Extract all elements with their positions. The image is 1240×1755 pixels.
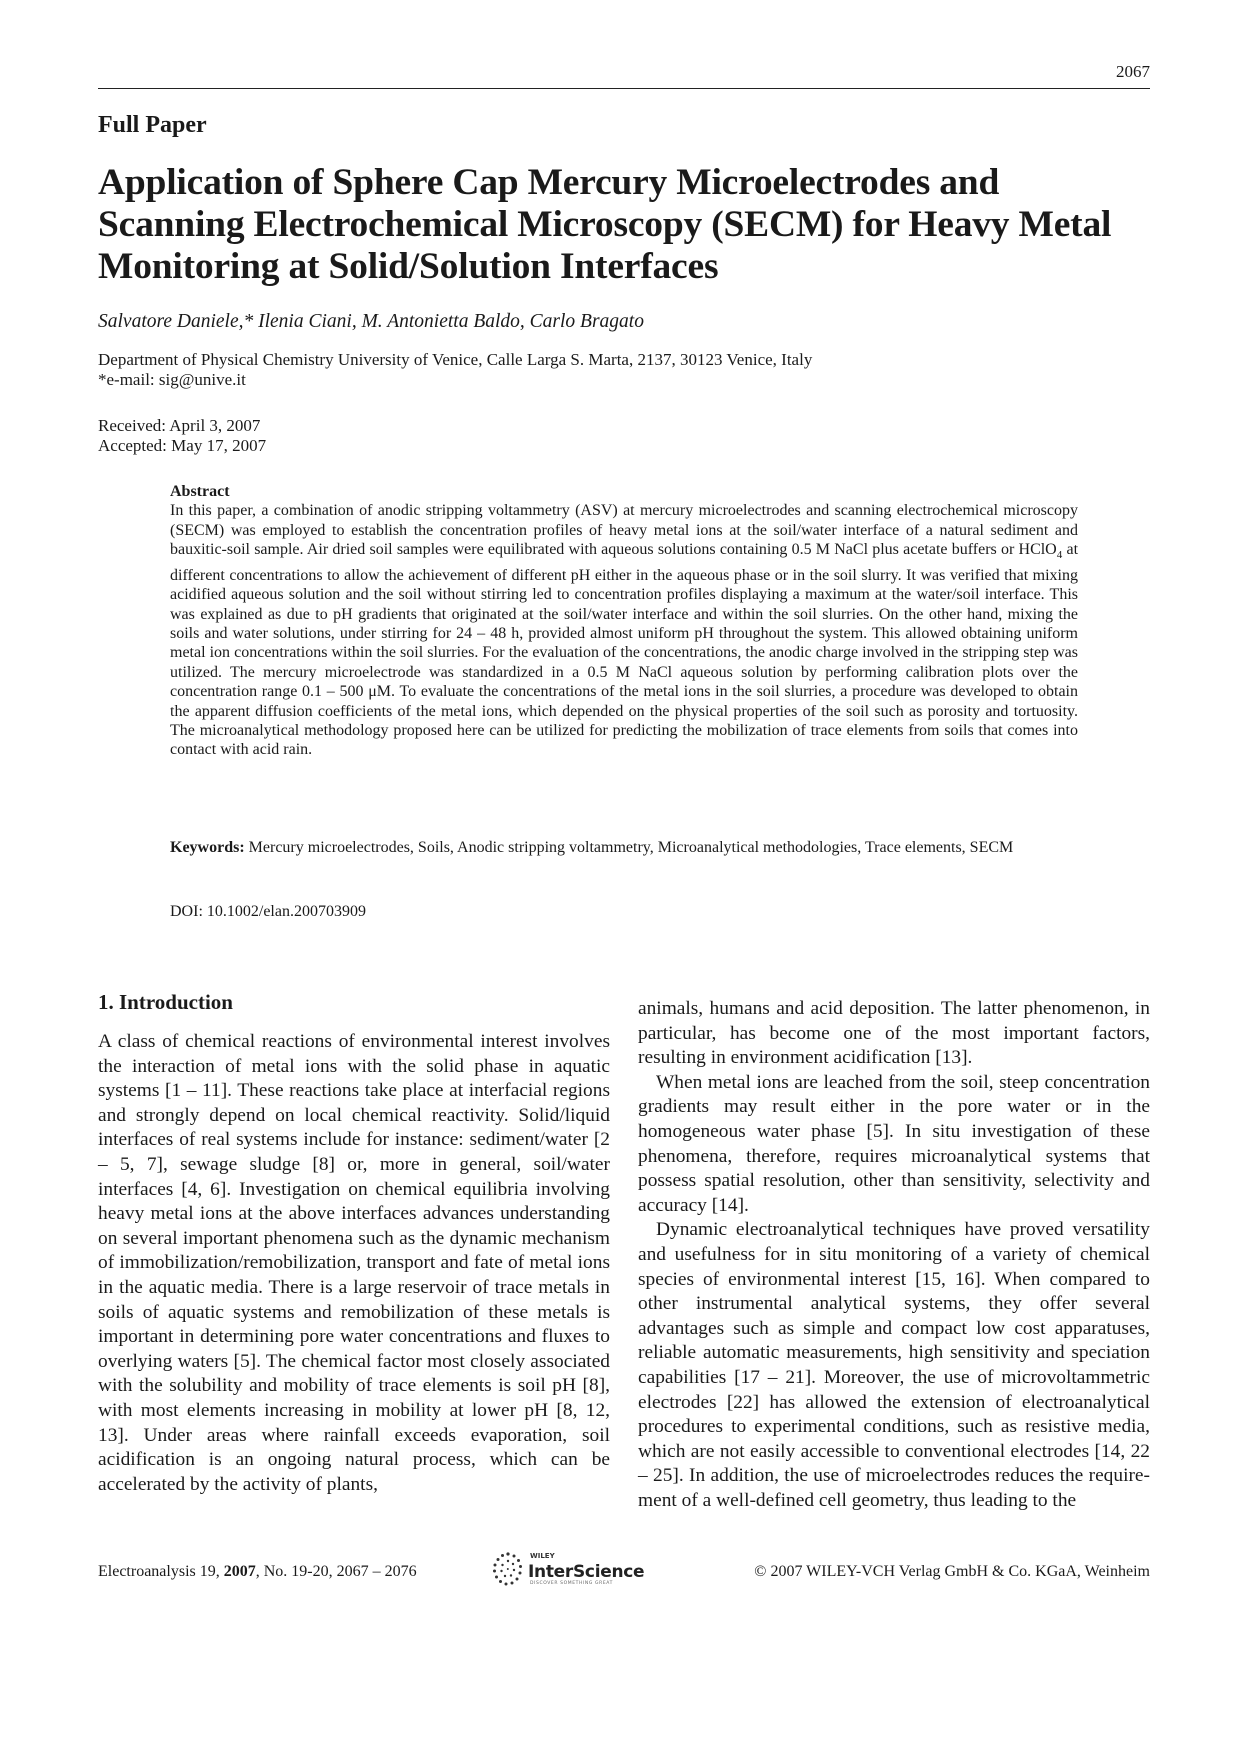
doi: DOI: 10.1002/elan.200703909 bbox=[170, 903, 366, 920]
intro-paragraph-4: Dynamic electroanalytical techniques have proved versatility and usefulness for in situ monitoring of a variety of chemical species of environmental interest [15, 16]. When compared to other instrumental analytical systems, they offer several advantages such as simple and compact low cost apparatuses, reliable automatic measurements, high sensitivity and speciation capabilities [17 – 21]. Moreover, the use of microvoltammetric electrodes [22] has allowed the extension of electroanalytical procedures to experimental conditions, such as resistive media, which are not easily accessible to conventional electrodes [14, 22 – 25]. In addition, the use of microelectrodes reduces the requirement of a well-defined cell geometry, thus leading to the bbox=[638, 1219, 1150, 1511]
accepted-date: Accepted: May 17, 2007 bbox=[98, 436, 267, 455]
journal-issue: , No. 19-20, 2067 – 2076 bbox=[255, 1563, 417, 1580]
left-column bbox=[98, 990, 610, 1497]
submission-dates bbox=[98, 416, 266, 456]
intro-paragraph-1: A class of chemical reactions of environmental interest involves the interaction of metal ions with the solid phase in aquatic systems [1 – 11]. These reactions take place at interfacial regions and strongly depend on local chemical reactivity. Solid/liquid interfaces of real systems include for instance: sediment/water [2 – 5, 7], sewage sludge [8] or, more in general, soil/water interfaces [4, 6]. Investigation on chemical equilibria involving heavy metal ions at the above interfaces advances understanding on several important phenomena such as the dynamic mechanism of immobilization/remobilization, transport and fate of metal ions in the aquatic media. There is a large reservoir of trace metals in soils of aquatic systems and remobilization of these metals is important in determining pore water concentrations and fluxes to overlying waters [5]. The chemical factor most closely associated with the solubility and mobility of trace elements is soil pH [8], with most elements increasing in mobility at lower pH [8, 12, 13]. Under areas where rainfall exceeds evaporation, soil acidification is an ongoing natural process, which can be accelerated by the activity of plants, bbox=[98, 1031, 610, 1495]
header-rule bbox=[98, 88, 1150, 89]
author-list: Salvatore Daniele,* Ilenia Ciani, M. Antonietta Baldo, Carlo Bragato bbox=[98, 311, 644, 332]
abstract-text-part1: In this paper, a combination of anodic stripping voltammetry (ASV) at mercury microelectrodes and scanning electrochemical microscopy (SECM) was employed to establish the concentration profiles of heavy metal ions at the soil/water interface of a natural sediment and bauxitic-soil sample. Air dried soil samples were equilibrated with aqueous solutions containing 0.5 M NaCl plus acetate buffers or HClO bbox=[170, 502, 1078, 559]
received-date: Received: April 3, 2007 bbox=[98, 416, 261, 435]
keywords bbox=[170, 838, 1078, 857]
introduction-heading: 1. Introduction bbox=[98, 990, 233, 1014]
abstract-text-part2: at different concentrations to allow the achievement of different pH either in the aqueous phase or in the soil slurry. It was verified that mixing acidified aqueous solution and the soil without stirring led to concentration profiles displaying a maximum at the water/soil interface. This was explained as due to pH gradients that originated at the soil/water interface and within the soil slurries. On the other hand, mixing the soils and water solutions, under stirring for 24 – 48 h, provided almost uniform pH throughout the system. This allowed obtaining uniform metal ion concentrations within the soil slurries. For the evaluation of the concentrations, the anodic charge involved in the stripping step was utilized. The mercury microelectrode was standardized in a 0.5 M NaCl aqueous solution by performing calibration plots over the concentration range 0.1 – 500 μM. To evaluate the concentrations of the metal ions in the soil slurries, a procedure was developed to obtain the apparent diffusion coefficients of the metal ions, which depended on the physical properties of the soil such as porosity and tortuosity. The microanalytical methodology proposed here can be utilized for predicting the mobilization of trace elements from soils that comes into contact with acid rain. bbox=[170, 541, 1079, 759]
paper-title: Application of Sphere Cap Mercury Microelectrodes and Scanning Electrochemical Microscopy (SECM) for Heavy Metal Monitoring at Solid/Solution Interfaces bbox=[98, 162, 1112, 287]
logo-wiley-text: WILEY bbox=[530, 1552, 555, 1560]
logo-interscience-text: InterScience bbox=[528, 1562, 645, 1582]
department-line: Department of Physical Chemistry University of Venice, Calle Larga S. Marta, 2137, 30123 Venice, Italy bbox=[98, 350, 813, 369]
intro-paragraph-2: animals, humans and acid deposition. The latter phenomenon, in particular, has become one of the most important factors, resulting in environment acidification [13]. bbox=[638, 998, 1150, 1069]
intro-paragraph-3: When metal ions are leached from the soil, steep concentration gradients may result either in the pore water or in the homogeneous water phase [5]. In situ investigation of these phenomena, therefore, requires microanalytical systems that possess spatial resolution, other than sensitivity, selectivity and accuracy [14]. bbox=[638, 1071, 1150, 1216]
interscience-globe-icon bbox=[490, 1550, 526, 1590]
affiliation bbox=[98, 350, 812, 390]
abstract-subscript: 4 bbox=[1056, 549, 1063, 562]
interscience-logo bbox=[490, 1550, 650, 1590]
journal-year: 2007 bbox=[223, 1563, 256, 1580]
abstract-heading: Abstract bbox=[170, 483, 230, 500]
copyright-notice: © 2007 WILEY-VCH Verlag GmbH & Co. KGaA, Weinheim bbox=[754, 1563, 1150, 1580]
right-column bbox=[638, 997, 1150, 1513]
keywords-label: Keywords: bbox=[170, 839, 245, 856]
page-number: 2067 bbox=[1116, 62, 1150, 81]
journal-citation bbox=[98, 1563, 417, 1581]
abstract-text bbox=[170, 501, 1078, 759]
section-label: Full Paper bbox=[98, 112, 207, 138]
logo-tagline: DISCOVER SOMETHING GREAT bbox=[530, 1581, 613, 1586]
keywords-text: Mercury microelectrodes, Soils, Anodic stripping voltammetry, Microanalytical methodologies, Trace elements, SECM bbox=[244, 839, 1014, 856]
journal-name: Electroanalysis 19, bbox=[98, 1563, 224, 1580]
email-line: *e-mail: sig@unive.it bbox=[98, 370, 246, 389]
abstract bbox=[170, 482, 1078, 760]
